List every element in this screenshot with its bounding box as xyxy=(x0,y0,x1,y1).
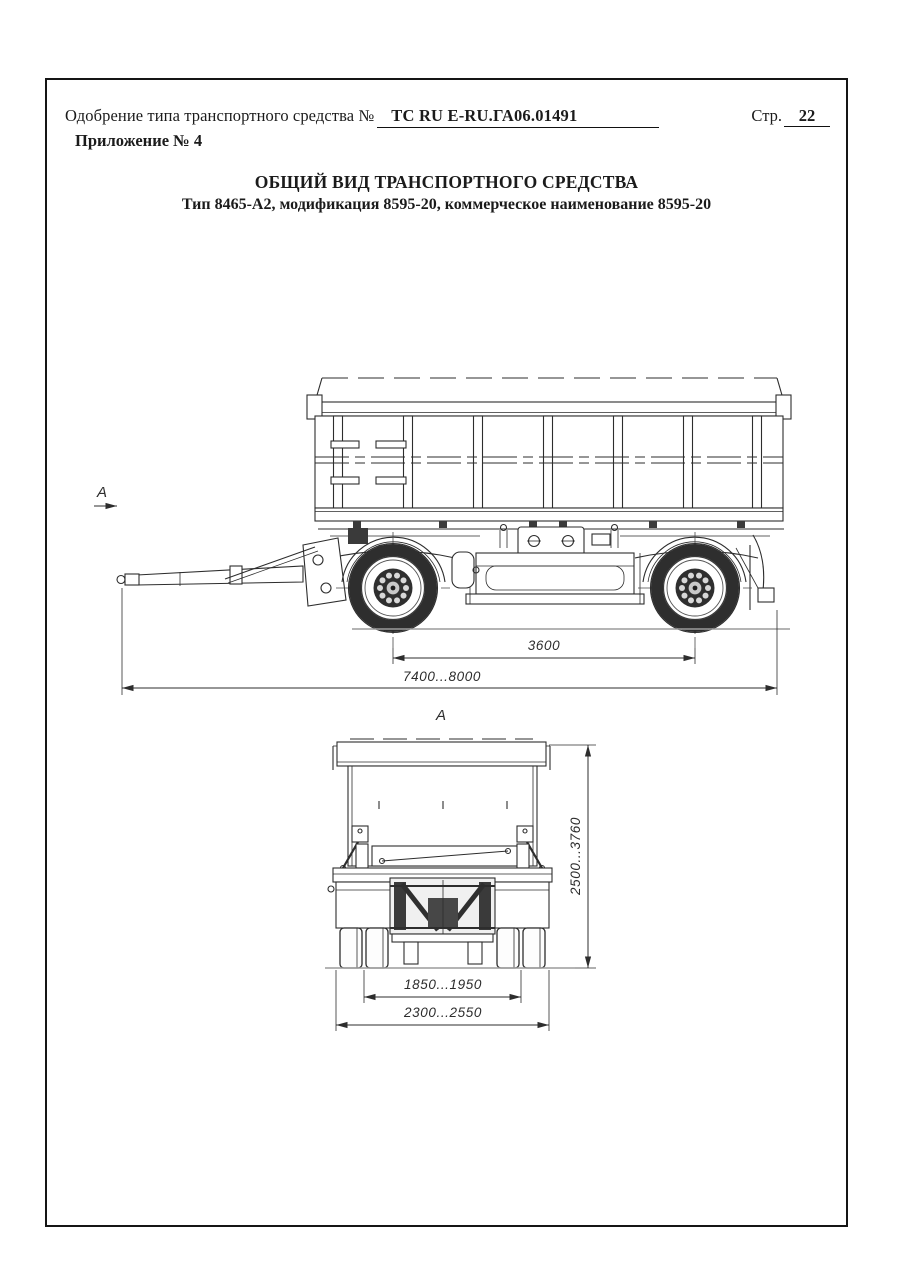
rear-view-label: A xyxy=(435,707,447,724)
dimension-overall-height xyxy=(549,745,596,968)
page-border-frame xyxy=(45,78,848,1227)
page-number: 22 xyxy=(784,106,830,127)
drawbar xyxy=(117,538,346,606)
dim-track-text: 1850...1950 xyxy=(404,977,482,992)
rear-right-dual-wheel xyxy=(497,928,545,968)
page-title: ОБЩИЙ ВИД ТРАНСПОРТНОГО СРЕДСТВА xyxy=(254,172,639,192)
side-view xyxy=(94,378,791,695)
suspension-assembly-rear xyxy=(390,878,495,964)
cargo-body-side xyxy=(307,395,791,528)
view-direction-arrow xyxy=(94,484,117,506)
front-wheel xyxy=(336,532,450,648)
tipping-linkage xyxy=(356,844,529,868)
view-arrow-label: A xyxy=(97,484,108,501)
page-subtitle: Тип 8465-А2, модификация 8595-20, коммерческое наименование 8595-20 xyxy=(181,196,712,213)
dim-overall-length-text: 7400...8000 xyxy=(403,669,481,684)
annex-label: Приложение № 4 xyxy=(75,131,203,150)
vehicle-general-view-drawing xyxy=(47,230,846,1225)
rear-wheel xyxy=(638,532,752,648)
toolbox xyxy=(466,553,644,604)
page-label: Стр. xyxy=(751,106,782,125)
approval-number: ТС RU E-RU.ГА06.01491 xyxy=(377,106,659,128)
tarp-cap-rear xyxy=(333,739,550,770)
dim-overall-width-text: 2300...2550 xyxy=(404,1005,482,1020)
rear-left-dual-wheel xyxy=(340,928,388,968)
approval-label: Одобрение типа транспортного средства № xyxy=(65,106,375,125)
rear-view xyxy=(325,707,596,1031)
dimension-track xyxy=(364,970,521,1003)
dim-overall-height-text: 2500...3760 xyxy=(568,817,583,895)
tarp-outline xyxy=(315,378,784,402)
approval-header-row xyxy=(65,106,830,128)
dim-wheelbase-text: 3600 xyxy=(527,638,561,653)
dimension-wheelbase xyxy=(393,638,695,664)
rear-bracket xyxy=(736,535,774,610)
